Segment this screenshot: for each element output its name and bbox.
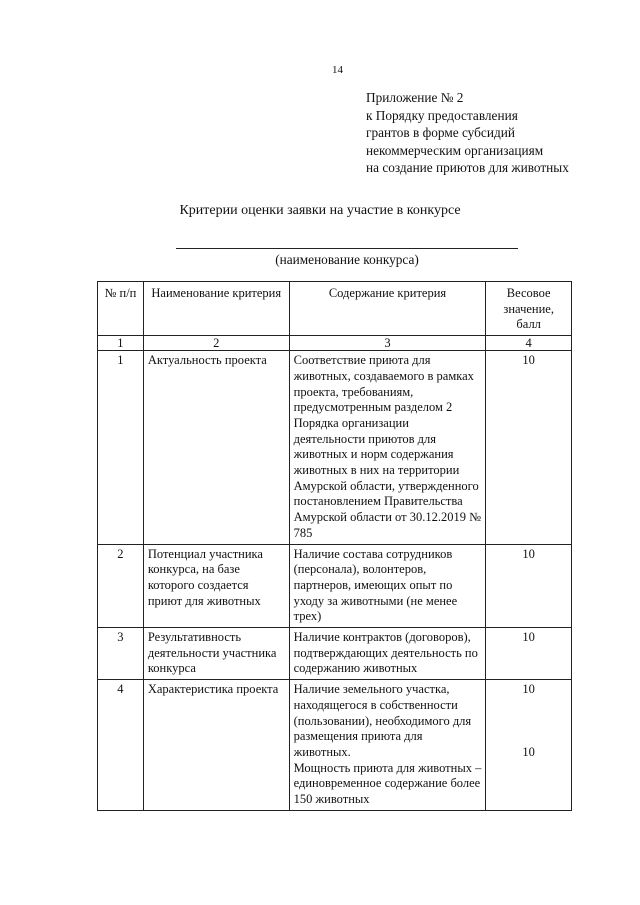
criterion-score: 10	[486, 628, 572, 680]
criterion-content-part: Наличие земельного участка, находящегося в собственности (пользовании), необходимого для размещения приюта для животных.	[293, 682, 472, 759]
contest-name-caption: (наименование конкурса)	[275, 252, 419, 267]
table-row	[98, 351, 572, 544]
table-row	[98, 544, 572, 628]
table-header-row	[98, 282, 572, 336]
page-number: 14	[332, 64, 343, 76]
appendix-line: некоммерческим организациям	[366, 142, 544, 158]
criterion-content	[289, 680, 486, 811]
criterion-score	[486, 680, 572, 811]
appendix-line: Приложение № 2	[366, 90, 464, 105]
criterion-score: 10	[486, 351, 572, 544]
appendix-line: на создание приютов для животных	[366, 160, 569, 175]
column-number: 1	[98, 336, 144, 351]
appendix-heading	[366, 89, 569, 177]
criterion-content: Наличие контрактов (договоров), подтверждающих деятельность по содержанию животных	[289, 628, 486, 680]
row-number: 2	[98, 544, 144, 628]
criterion-name: Результативность деятельности участника конкурса	[143, 628, 289, 680]
criterion-name: Характеристика проекта	[143, 680, 289, 811]
criterion-name: Актуальность проекта	[143, 351, 289, 544]
column-number: 2	[143, 336, 289, 351]
criterion-score-part: 10	[522, 682, 535, 697]
column-number-row	[98, 336, 572, 351]
criterion-name: Потенциал участника конкурса, на базе которого создается приют для животных	[143, 544, 289, 628]
appendix-line: к Порядку предоставления	[366, 107, 518, 123]
criterion-score: 10	[486, 544, 572, 628]
header-weight: Весовое значение, балл	[486, 282, 572, 336]
table-row	[98, 680, 572, 811]
column-number: 4	[486, 336, 572, 351]
table-row	[98, 628, 572, 680]
row-number: 3	[98, 628, 144, 680]
contest-name-blank-line	[176, 248, 518, 249]
document-title: Критерии оценки заявки на участие в конкурсе	[179, 203, 461, 218]
row-number: 1	[98, 351, 144, 544]
criterion-content: Наличие состава сотрудников (персонала), волонтеров, партнеров, имеющих опыт по уходу за животными (не менее трех)	[289, 544, 486, 628]
column-number: 3	[289, 336, 486, 351]
criteria-table	[97, 281, 572, 811]
header-number: № п/п	[98, 282, 144, 336]
criterion-score-part: 10	[522, 744, 535, 759]
score-spacer	[490, 698, 567, 745]
row-number: 4	[98, 680, 144, 811]
criterion-content-part: Мощность приюта для животных – единовременное содержание более 150 животных	[293, 760, 482, 807]
header-criterion-name: Наименование критерия	[143, 282, 289, 336]
criterion-content: Соответствие приюта для животных, создаваемого в рамках проекта, требованиям, предусмотренным разделом 2 Порядка организации деятельности приютов для животных и норм содержания животных в них на территории Амурской области, утвержденного постановлением Правительства Амурской области от 30.12.2019 № 785	[289, 351, 486, 544]
appendix-line: грантов в форме субсидий	[366, 125, 515, 140]
header-criterion-content: Содержание критерия	[289, 282, 486, 336]
